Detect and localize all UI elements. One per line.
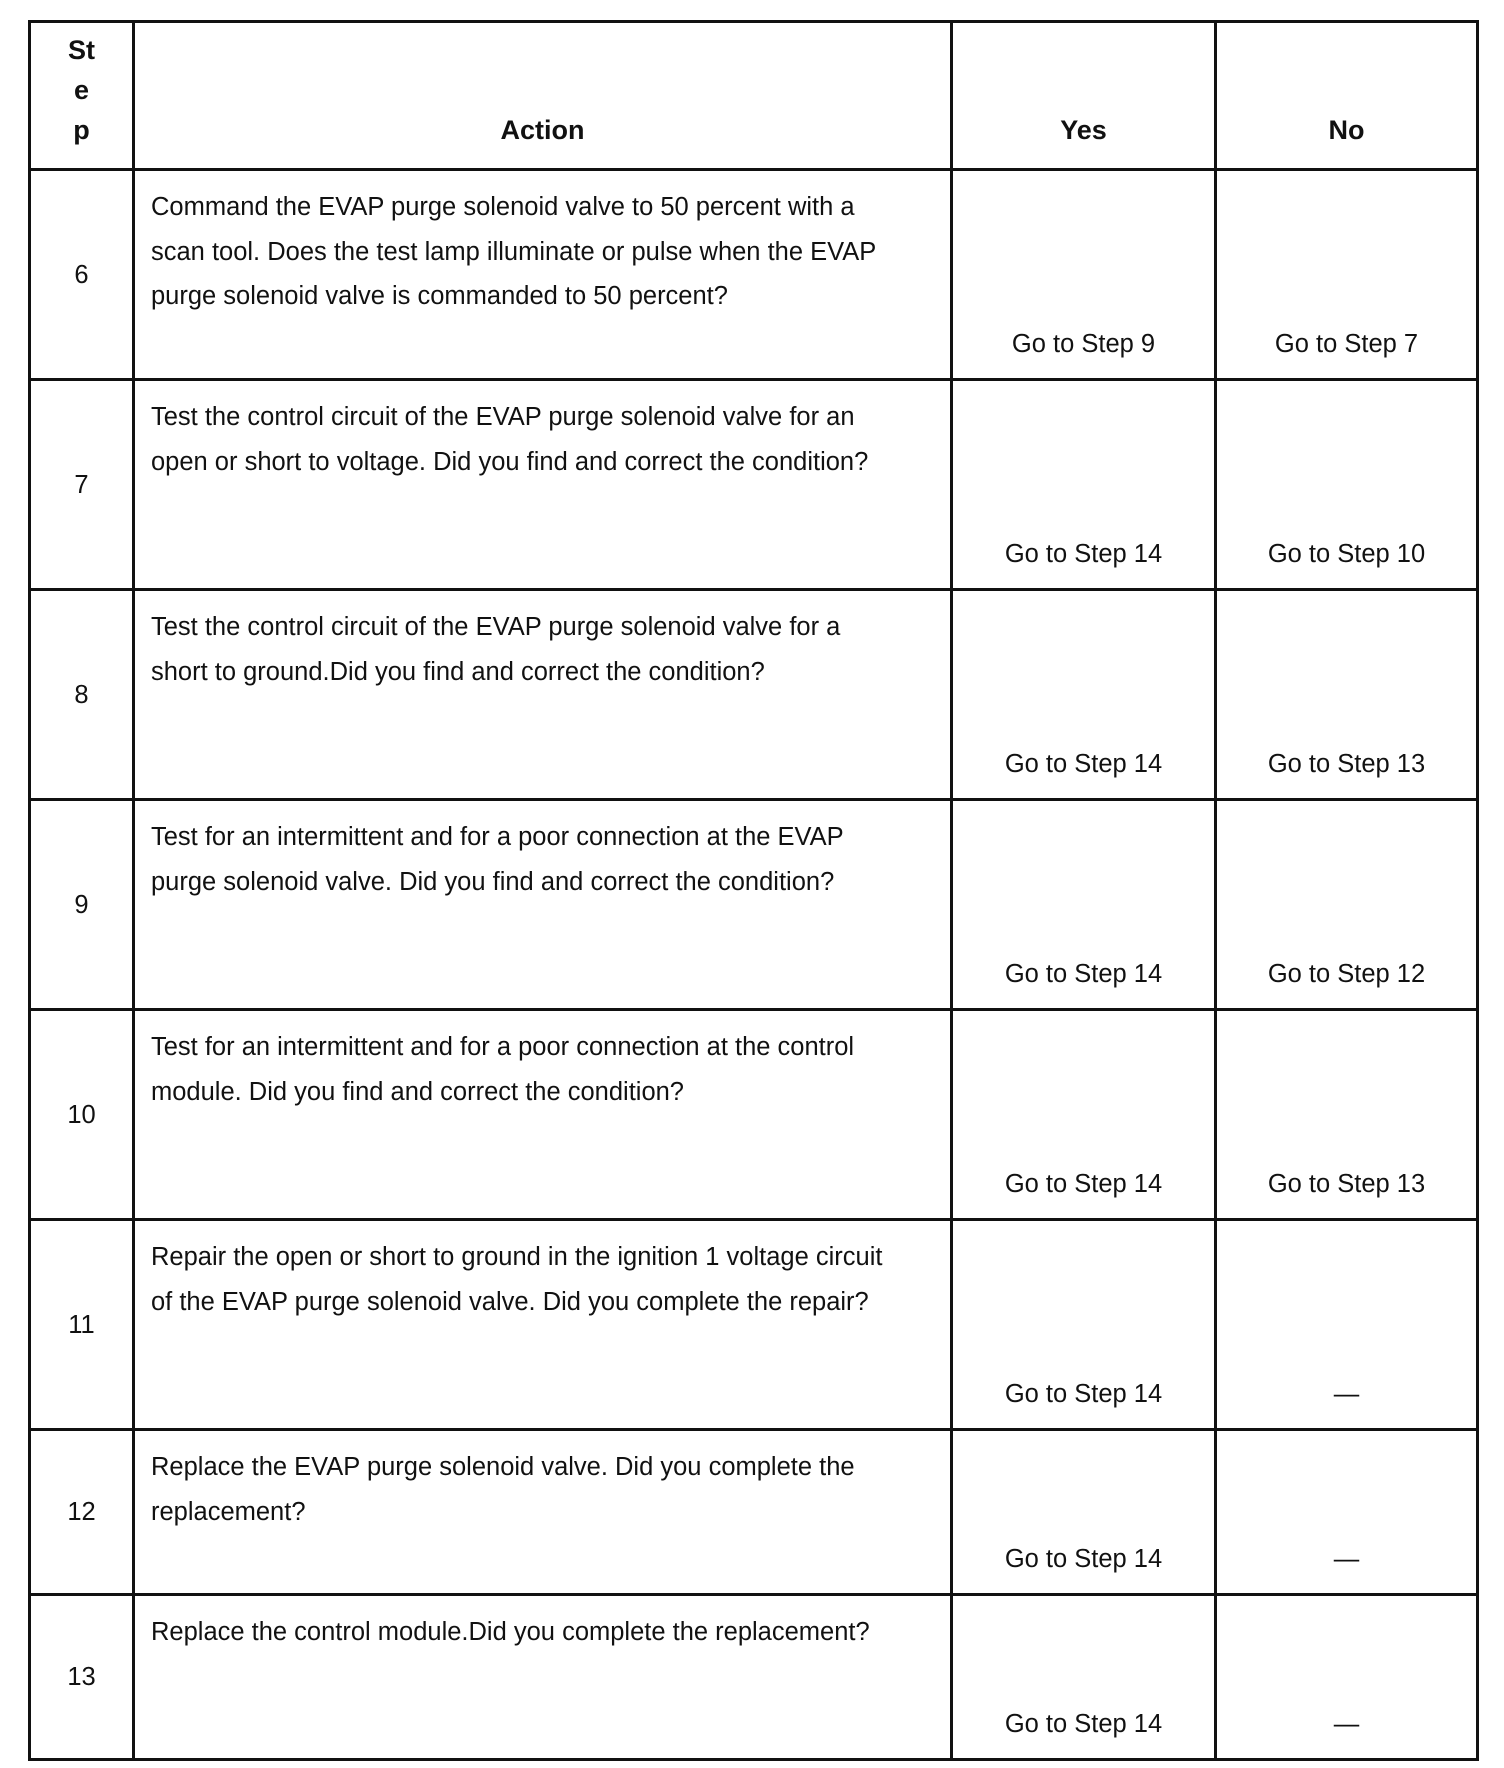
step-number: 6 <box>74 260 89 289</box>
yes-cell <box>952 1220 1216 1430</box>
yes-outcome: Go to Step 14 <box>1004 1380 1163 1408</box>
header-no <box>1216 22 1478 170</box>
yes-outcome: Go to Step 14 <box>1004 540 1163 568</box>
action-cell <box>134 1595 952 1760</box>
action-cell <box>134 1220 952 1430</box>
step-cell <box>30 1595 134 1760</box>
step-number: 7 <box>74 470 89 499</box>
step-number: 11 <box>68 1310 95 1339</box>
yes-cell <box>952 800 1216 1010</box>
yes-outcome: Go to Step 14 <box>1004 1545 1163 1573</box>
no-cell <box>1216 1595 1478 1760</box>
action-cell <box>134 590 952 800</box>
header-no-label: No <box>1328 115 1365 145</box>
step-cell <box>30 380 134 590</box>
step-number: 9 <box>74 890 89 919</box>
header-yes <box>952 22 1216 170</box>
action-text: Replace the EVAP purge solenoid valve. Did you complete the replacement? <box>151 1453 855 1526</box>
yes-outcome: Go to Step 14 <box>1004 1710 1163 1738</box>
table-row <box>30 380 1478 590</box>
no-cell <box>1216 590 1478 800</box>
table-row <box>30 1430 1478 1595</box>
no-cell <box>1216 170 1478 380</box>
no-outcome: — <box>1333 1545 1360 1573</box>
step-number: 8 <box>74 680 89 709</box>
no-cell <box>1216 800 1478 1010</box>
diagnostic-steps-table <box>28 20 1479 1761</box>
yes-cell <box>952 1010 1216 1220</box>
yes-outcome: Go to Step 14 <box>1004 960 1163 988</box>
action-cell <box>134 170 952 380</box>
header-step-label: Step <box>68 35 95 145</box>
step-cell <box>30 800 134 1010</box>
action-text: Test the control circuit of the EVAP purge solenoid valve for an open or short to voltage. Did you find and correct the condition? <box>151 403 869 476</box>
header-row <box>30 22 1478 170</box>
yes-outcome: Go to Step 9 <box>1011 330 1156 358</box>
step-cell <box>30 1220 134 1430</box>
step-number: 10 <box>67 1100 96 1129</box>
no-outcome: — <box>1333 1380 1360 1408</box>
action-cell <box>134 800 952 1010</box>
header-yes-label: Yes <box>1060 115 1107 145</box>
action-cell <box>134 1430 952 1595</box>
yes-cell <box>952 1430 1216 1595</box>
action-text: Test for an intermittent and for a poor connection at the EVAP purge solenoid valve. Did you find and correct the condition? <box>151 823 844 896</box>
action-text: Command the EVAP purge solenoid valve to 50 percent with a scan tool. Does the test lamp illuminate or pulse when the EVAP purge solenoid valve is commanded to 50 percent? <box>151 193 876 310</box>
action-text: Repair the open or short to ground in the ignition 1 voltage circuit of the EVAP purge solenoid valve. Did you complete the repair? <box>151 1243 883 1316</box>
step-cell <box>30 170 134 380</box>
action-text: Test the control circuit of the EVAP purge solenoid valve for a short to ground.Did you find and correct the condition? <box>151 613 841 686</box>
table-row <box>30 1220 1478 1430</box>
action-text: Test for an intermittent and for a poor connection at the control module. Did you find and correct the condition? <box>151 1033 855 1106</box>
yes-cell <box>952 590 1216 800</box>
no-outcome: Go to Step 7 <box>1274 330 1419 358</box>
table-row <box>30 170 1478 380</box>
table-row <box>30 590 1478 800</box>
table-row <box>30 1595 1478 1760</box>
no-outcome: Go to Step 13 <box>1267 1170 1426 1198</box>
table-row <box>30 800 1478 1010</box>
no-outcome: Go to Step 13 <box>1267 750 1426 778</box>
header-step <box>30 22 134 170</box>
no-outcome: Go to Step 12 <box>1267 960 1426 988</box>
yes-outcome: Go to Step 14 <box>1004 1170 1163 1198</box>
step-cell <box>30 590 134 800</box>
step-number: 12 <box>67 1498 96 1526</box>
no-cell <box>1216 1010 1478 1220</box>
no-outcome: — <box>1333 1710 1360 1738</box>
no-cell <box>1216 380 1478 590</box>
no-outcome: Go to Step 10 <box>1267 540 1426 568</box>
yes-cell <box>952 1595 1216 1760</box>
no-cell <box>1216 1220 1478 1430</box>
step-number: 13 <box>67 1663 96 1691</box>
step-cell <box>30 1010 134 1220</box>
step-cell <box>30 1430 134 1595</box>
header-action <box>134 22 952 170</box>
yes-outcome: Go to Step 14 <box>1004 750 1163 778</box>
action-cell <box>134 380 952 590</box>
action-cell <box>134 1010 952 1220</box>
no-cell <box>1216 1430 1478 1595</box>
yes-cell <box>952 380 1216 590</box>
yes-cell <box>952 170 1216 380</box>
table-row <box>30 1010 1478 1220</box>
action-text: Replace the control module.Did you complete the replacement? <box>151 1618 870 1646</box>
header-action-label: Action <box>500 115 585 145</box>
table-header <box>30 22 1478 170</box>
table-body <box>30 170 1478 1760</box>
